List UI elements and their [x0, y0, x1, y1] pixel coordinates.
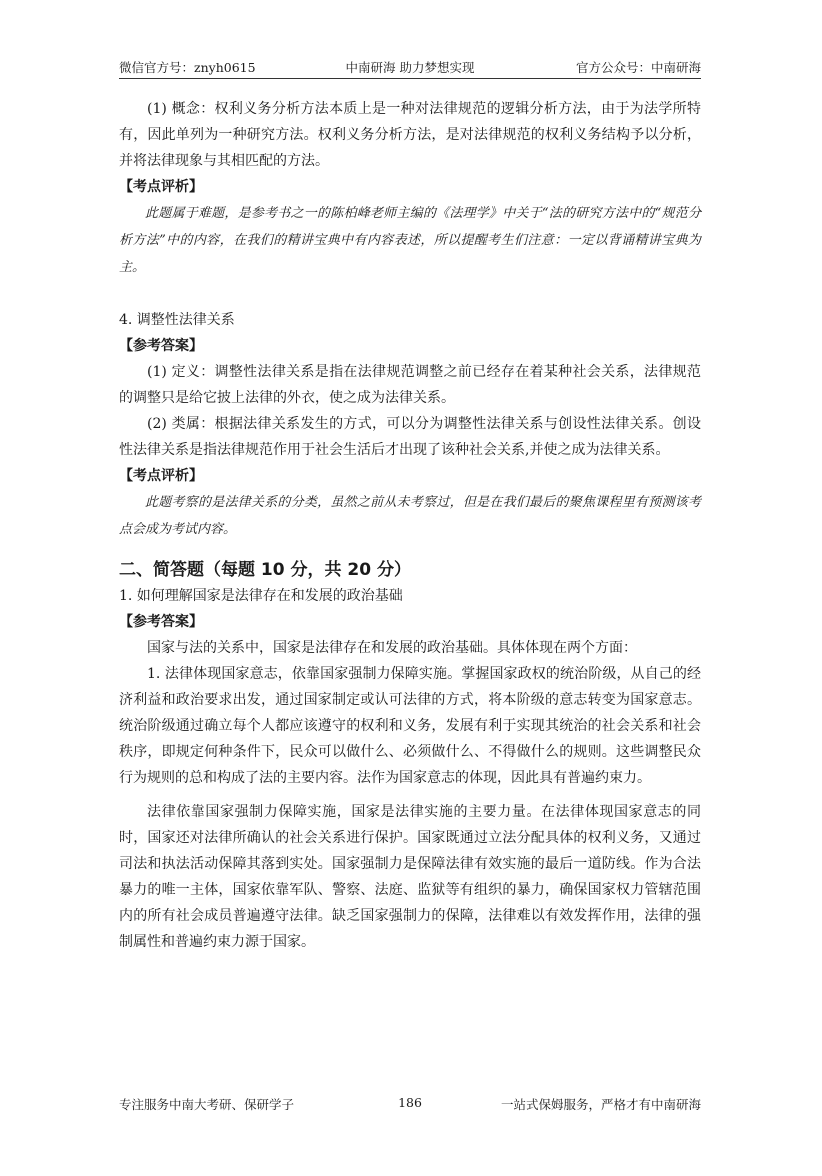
- intro-paragraph: 国家与法的关系中，国家是法律存在和发展的政治基础。具体体现在两个方面：: [147, 640, 637, 656]
- comment-tag: 【考点评析】: [119, 179, 203, 195]
- comment-text: 此题属于难题，是参考书之一的陈柏峰老师主编的《法理学》中关于“法的研究方法中的“规范分析方法”中的内容，在我们的精讲宝典中有内容表述，所以提醒考生们注意：一定以背诵精讲宝典为主。: [119, 206, 701, 275]
- footer-left-text: 专注服务中南大考研、保研学子: [119, 1097, 295, 1112]
- page-header: [119, 56, 701, 79]
- header-left-text: 微信官方号：znyh0615: [119, 60, 256, 75]
- header-right-text: 官方公众号：中南研海: [575, 60, 701, 75]
- concept-paragraph: (1) 概念：权利义务分析方法本质上是一种对法律规范的逻辑分析方法，由于为法学所特有，因此单列为一种研究方法。权利义务分析方法，是对法律规范的权利义务结构予以分析，并将法律现象与其相匹配的方法。: [119, 101, 701, 169]
- page-number: 186: [398, 1095, 422, 1110]
- comment-text: 此题考察的是法律关系的分类，虽然之前从未考察过，但是在我们最后的聚焦课程里有预测该考点会成为考试内容。: [119, 495, 701, 537]
- definition-paragraph: (1) 定义：调整性法律关系是指在法律规范调整之前已经存在着某种社会关系，法律规范的调整只是给它披上法律的外衣，使之成为法律关系。: [119, 364, 701, 406]
- footer-right-text: 一站式保姆服务，严格才有中南研海: [500, 1097, 701, 1112]
- header-center-text: 中南研海 助力梦想实现: [345, 60, 475, 75]
- page-content: [119, 96, 701, 955]
- answer-tag: 【参考答案】: [119, 614, 203, 630]
- answer-paragraph-2: 法律依靠国家强制力保障实施，国家是法律实施的主要力量。在法律体现国家意志的同时，国家还对法律所确认的社会关系进行保护。国家既通过立法分配具体的权利义务，又通过司法和执法活动保障其落到实处。国家强制力是保障法律有效实施的最后一道防线。作为合法暴力的唯一主体，国家依靠军队、警察、法庭、监狱等有组织的暴力，确保国家权力管辖范围内的所有社会成员普遍遵守法律。缺乏国家强制力的保障，法律难以有效发挥作用，法律的强制属性和普遍约束力源于国家。: [119, 804, 701, 950]
- comment-tag: 【考点评析】: [119, 468, 203, 484]
- answer-tag: 【参考答案】: [119, 338, 203, 354]
- section-title: 二、简答题（每题 10 分，共 20 分）: [119, 560, 411, 580]
- question-title: 1. 如何理解国家是法律存在和发展的政治基础: [119, 588, 403, 604]
- page-footer: [119, 1095, 701, 1115]
- answer-paragraph-1: 1. 法律体现国家意志，依靠国家强制力保障实施。掌握国家政权的统治阶级，从自己的经济利益和政治要求出发，通过国家制定或认可法律的方式，将本阶级的意志转变为国家意志。统治阶级通过确立每个人都应该遵守的权利和义务，发展有利于实现其统治的社会关系和社会秩序，即规定何种条件下，民众可以做什么、必须做什么、不得做什么的规则。这些调整民众行为规则的总和构成了法的主要内容。法作为国家意志的体现，因此具有普遍约束力。: [119, 666, 701, 786]
- question-title: 4. 调整性法律关系: [119, 312, 235, 328]
- category-paragraph: (2) 类属：根据法律关系发生的方式，可以分为调整性法律关系与创设性法律关系。创设性法律关系是指法律规范作用于社会生活后才出现了该种社会关系,并使之成为法律关系。: [119, 416, 701, 458]
